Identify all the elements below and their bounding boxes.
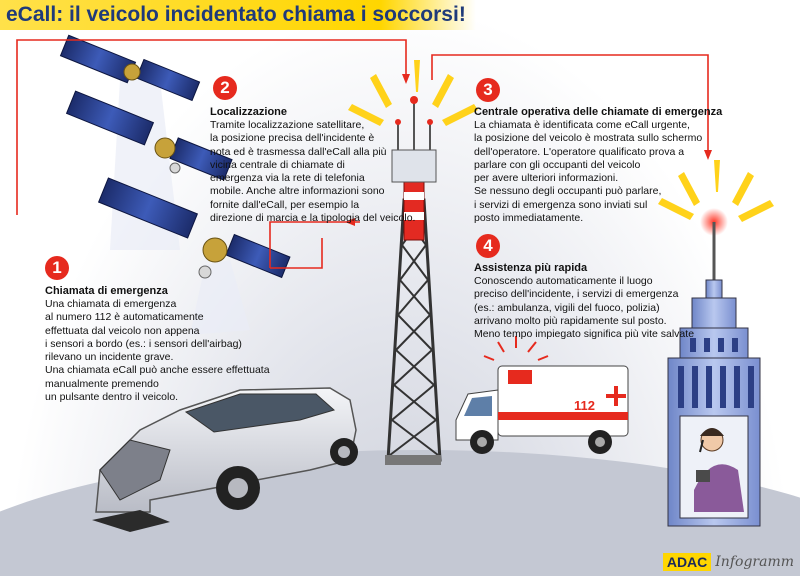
- step-line: effettuata dal veicolo non appena: [45, 324, 200, 337]
- step-line: manualmente premendo: [45, 377, 159, 390]
- step-line: Se nessuno degli occupanti può parlare,: [474, 185, 662, 198]
- step-1-heading: Chiamata di emergenza: [45, 285, 168, 297]
- step-3-number: 3: [476, 78, 500, 102]
- step-line: Tramite localizzazione satellitare,: [210, 119, 365, 131]
- step-line: Meno tempo impiegato significa più vite salvate: [474, 328, 695, 341]
- ambulance-number-label: 112: [574, 398, 595, 413]
- step-line: i servizi di emergenza sono inviati sul: [474, 198, 648, 211]
- step-2-heading: Localizzazione: [210, 106, 288, 118]
- step-4-number: 4: [476, 234, 500, 258]
- step-line: arrivano molto più rapidamente sul posto.: [474, 314, 667, 327]
- step-line: vicina centrale di chiamate di: [210, 158, 345, 171]
- footer-credit: [663, 552, 794, 572]
- step-3-heading: Centrale operativa delle chiamate di emergenza: [474, 106, 723, 118]
- step-1-body: [45, 298, 270, 404]
- step-line: al numero 112 è automaticamente: [45, 311, 204, 324]
- page-title: eCall: il veicolo incidentato chiama i soccorsi!: [0, 0, 476, 30]
- step-line: la posizione precisa dell'incidente è: [210, 132, 375, 145]
- step-line: i sensori a bordo (es.: i sensori dell'airbag): [45, 337, 242, 350]
- step-line: rilevano un incidente grave.: [45, 351, 174, 364]
- step-line: (es.: ambulanza, vigili del fuoco, polizia): [474, 301, 660, 314]
- step-line: Una chiamata eCall può anche essere effettuata: [45, 364, 270, 377]
- step-line: la posizione del veicolo è mostrata sullo schermo: [474, 132, 703, 145]
- step-4-heading: Assistenza più rapida: [474, 262, 588, 274]
- step-line: per avere ulteriori informazioni.: [474, 172, 619, 185]
- step-2-body: [210, 119, 415, 225]
- brand-suffix: Infogramm: [715, 554, 794, 570]
- step-line: nota ed è trasmessa dall'eCall alla più: [210, 145, 387, 158]
- ambulance-icon: [456, 336, 628, 454]
- step-1-number: 1: [45, 256, 69, 280]
- step-line: Una chiamata di emergenza: [45, 298, 177, 310]
- step-line: direzione di marcia e la tipologia del veicolo.: [210, 212, 416, 225]
- step-line: La chiamata è identificata come eCall urgente,: [474, 119, 690, 131]
- step-line: Conoscendo automaticamente il luogo: [474, 275, 653, 287]
- step-line: dell'operatore. L'operatore qualificato prova a: [474, 145, 685, 158]
- step-line: mobile. Anche altre informazioni sono: [210, 185, 385, 198]
- step-3-body: [474, 119, 702, 225]
- step-line: emergenza via la rete di telefonia: [210, 172, 365, 185]
- step-line: preciso dell'incidente, i servizi di emergenza: [474, 288, 679, 301]
- brand-logo: ADAC: [663, 553, 711, 571]
- step-line: un pulsante dentro il veicolo.: [45, 391, 179, 404]
- step-2-number: 2: [213, 76, 237, 100]
- step-line: fornite dall'eCall, per esempio la: [210, 198, 360, 211]
- step-line: posto immediatamente.: [474, 212, 584, 225]
- step-4-body: [474, 275, 694, 341]
- step-line: parlare con gli occupanti del veicolo: [474, 158, 641, 171]
